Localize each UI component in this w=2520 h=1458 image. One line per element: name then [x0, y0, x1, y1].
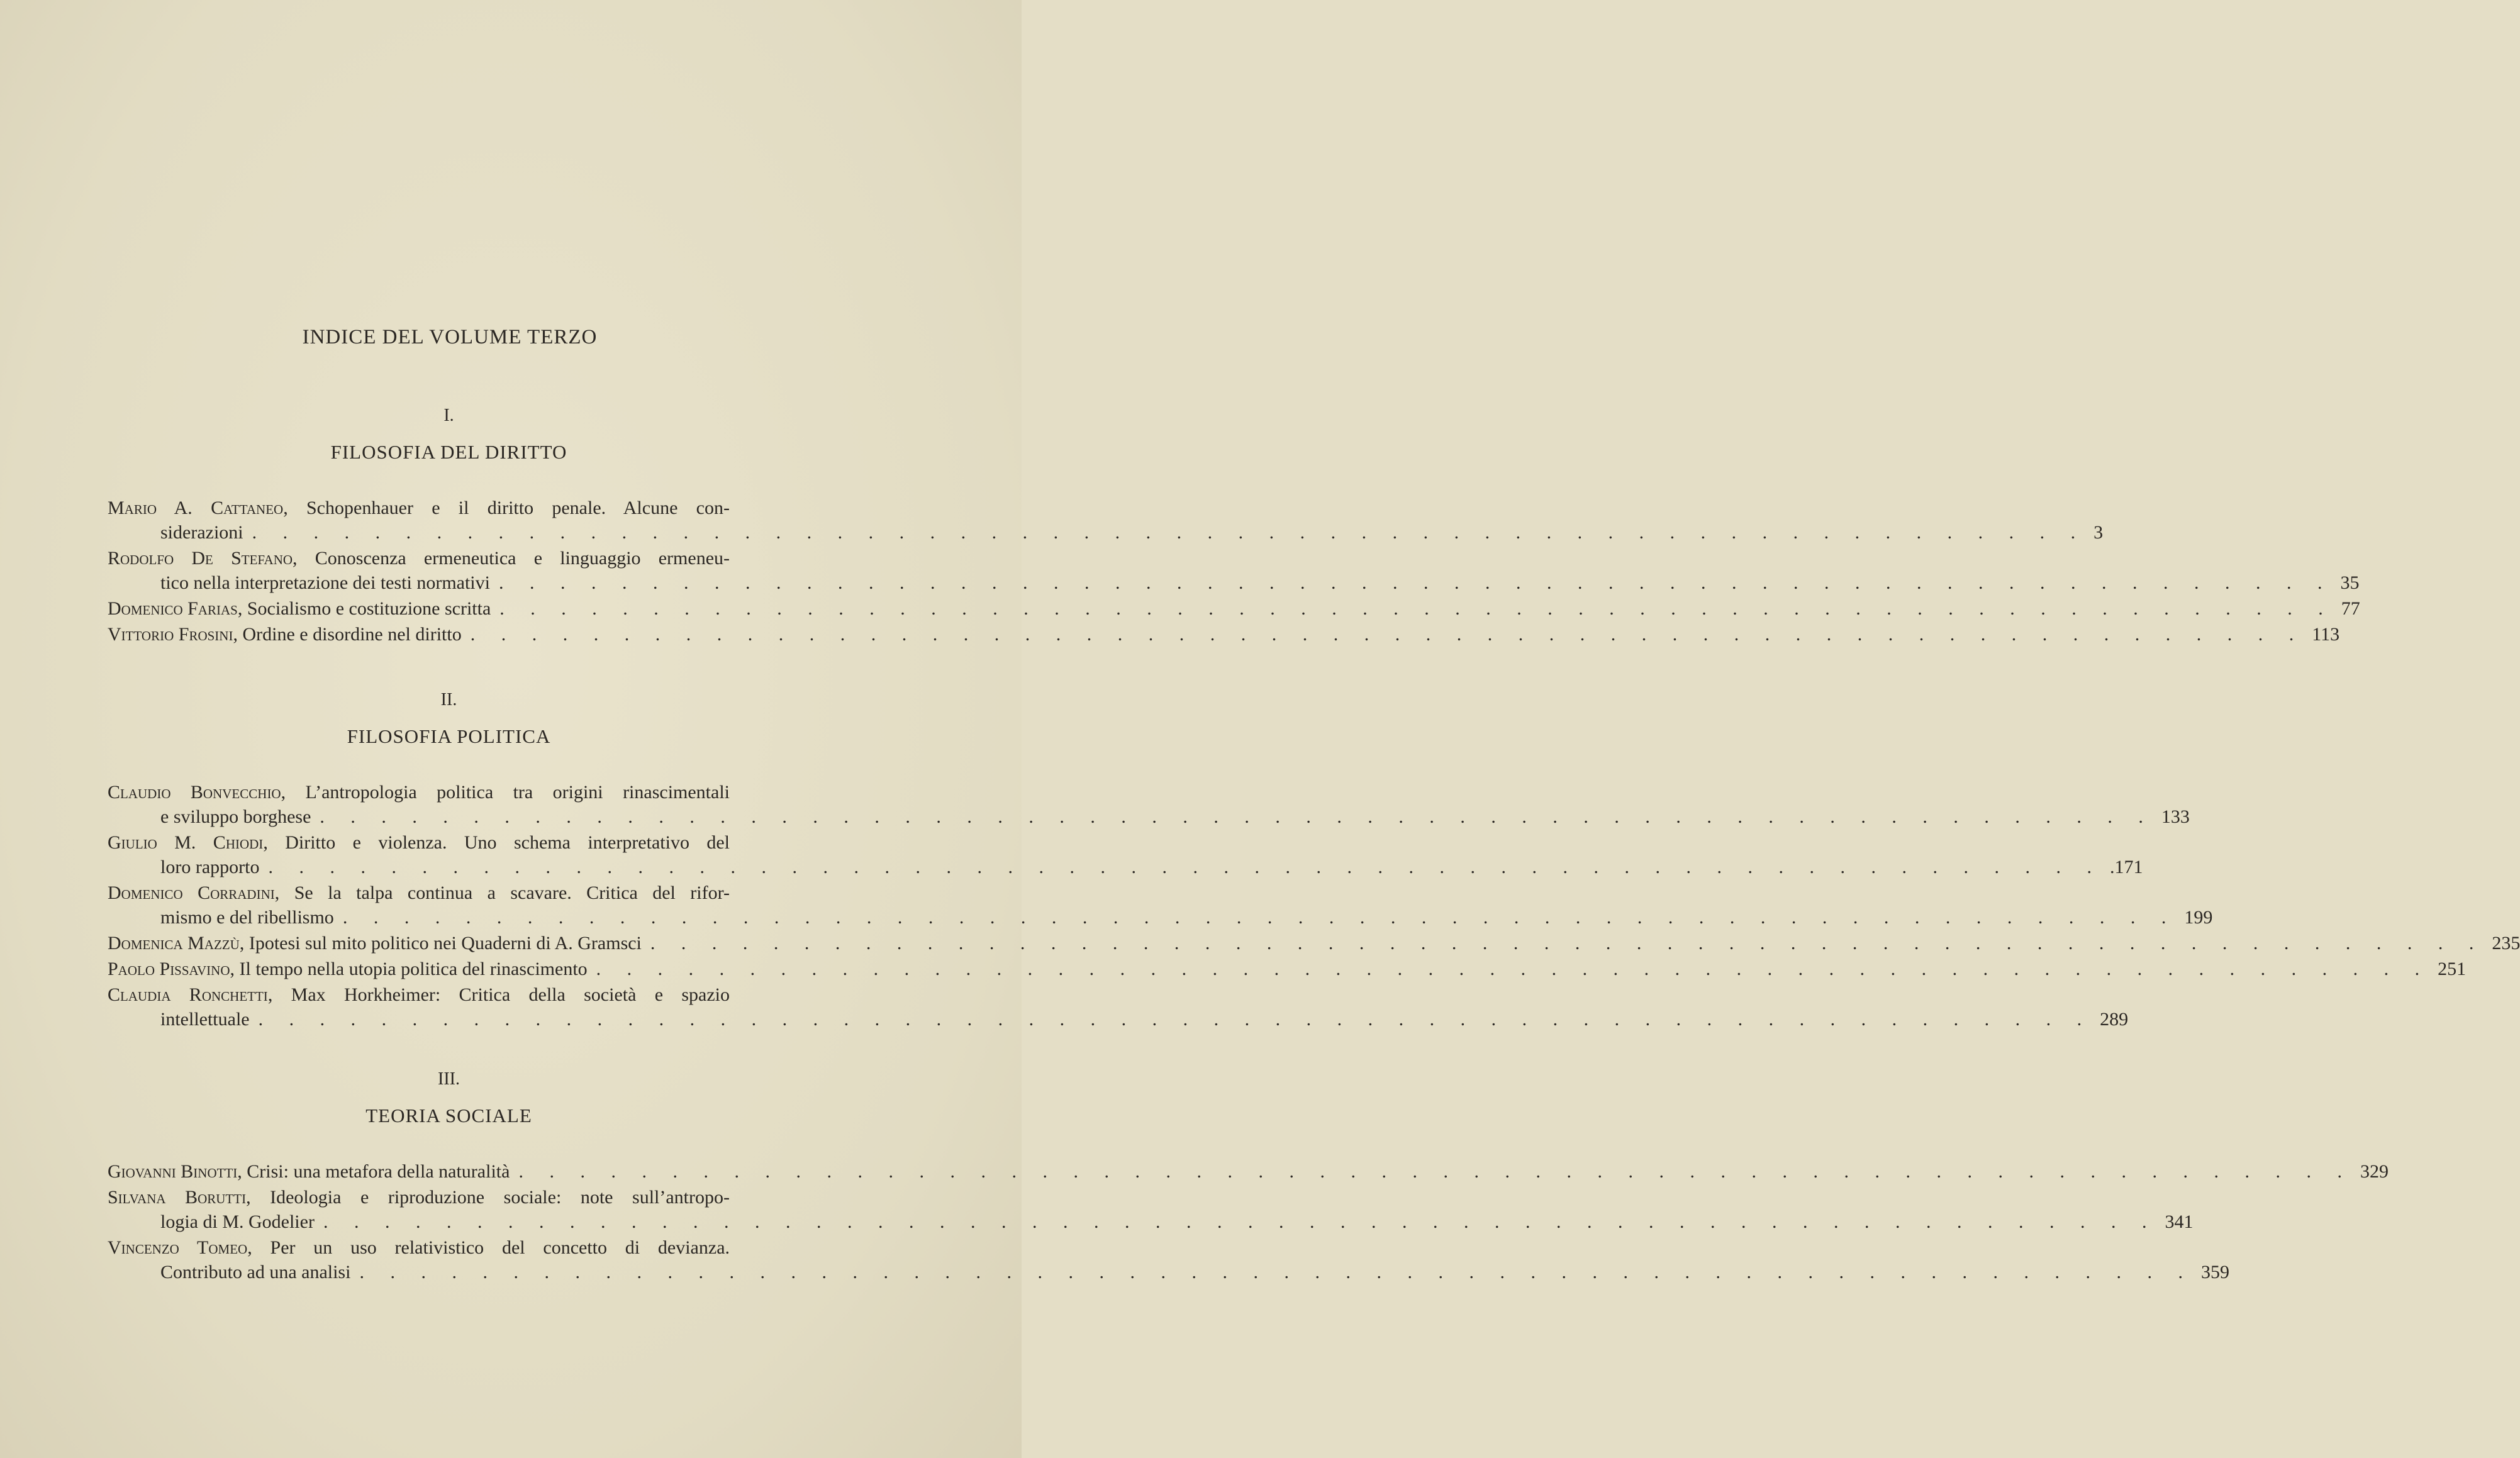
entry-text: Domenico Corradini, Se la talpa continua a scavare. Critica del rifor-: [108, 882, 730, 903]
entry-text: [160, 1260, 350, 1284]
entry-text: Claudio Bonvecchio, L’antropologia politica tra origini rinascimentali: [108, 782, 730, 803]
dot-leader: . . . . . . . . . . . . . . . . . . . . . . . . . . . . . . . . . . . . . . . . . . . . . . . . . . . . . . . . . . . .: [342, 907, 2177, 928]
entry-line: [108, 1160, 2389, 1184]
entry-text: [160, 1008, 250, 1032]
entry-author: Domenica Mazzù: [108, 933, 240, 954]
toc-entry: [108, 983, 2129, 1032]
entry-line: [108, 571, 2360, 596]
entry-title-text: Ordine e disordine nel diritto: [242, 624, 462, 645]
entry-author: Vincenzo Tomeo: [108, 1237, 248, 1258]
entry-text: Domenica Mazzù, Ipotesi sul mito politico nei Quaderni di A. Gramsci: [108, 933, 642, 954]
entry-author: Mario A. Cattaneo: [108, 498, 284, 518]
entry-line: [108, 983, 790, 1008]
entry-text: Silvana Borutti, Ideologia e riproduzione sociale: note sull’antropo-: [108, 1187, 730, 1208]
entry-line: [108, 1236, 790, 1260]
toc-entry: [108, 932, 2520, 956]
entry-text: Rodolfo De Stefano, Conoscenza ermeneutica e linguaggio ermeneu-: [108, 548, 730, 569]
entry-line: [108, 906, 2213, 930]
page-number: 77: [2341, 598, 2360, 619]
entry-title-text: Diritto e violenza. Uno schema interpretativo del: [285, 832, 730, 853]
toc-entry: [108, 1160, 2389, 1184]
entry-author: Paolo Pissavino: [108, 959, 230, 979]
section-filosofia-politica: [108, 690, 2520, 1033]
entry-text: [160, 855, 259, 879]
dot-leader: . . . . . . . . . . . . . . . . . . . . . . . . . . . . . . . . . . . . . . . . . . . . . . . . . . . . . . . . . . . .: [470, 624, 2305, 645]
section-heading: TEORIA SOCIALE: [365, 1105, 532, 1127]
section-number: II.: [440, 690, 457, 710]
entry-line: [108, 932, 2520, 956]
entry-text: Vincenzo Tomeo, Per un uso relativistico del concetto di devianza.: [108, 1237, 730, 1258]
entry-line: [108, 1008, 2129, 1032]
entry-title-text: loro rapporto: [160, 857, 260, 877]
entry-line: [108, 855, 2143, 880]
entry-title-text: Max Horkheimer: Critica della società e spazio: [291, 984, 730, 1005]
dot-leader: . . . . . . . . . . . . . . . . . . . . . . . . . . . . . . . . . . . . . . . . . . . . . . . . . . . . . . . . . . . .: [518, 1161, 2353, 1182]
toc-entry: [108, 881, 2213, 930]
toc-entry: [108, 623, 2340, 647]
entry-title-text: e sviluppo borghese: [160, 806, 311, 827]
dot-leader: . . . . . . . . . . . . . . . . . . . . . . . . . . . . . . . . . . . . . . . . . . . . . . . . . . . . . . . . . . . .: [252, 522, 2087, 543]
entry-text: Giovanni Binotti, Crisi: una metafora della naturalità: [108, 1161, 510, 1182]
page-number: 235: [2492, 933, 2520, 954]
dot-leader: . . . . . . . . . . . . . . . . . . . . . . . . . . . . . . . . . . . . . . . . . . . . . . . . . . . . . . . . . . . .: [320, 806, 2154, 827]
page-number: 359: [2200, 1262, 2229, 1283]
entry-title-text: Ideologia e riproduzione sociale: note sull’antropo-: [270, 1187, 730, 1208]
toc-entry: [108, 496, 2104, 545]
entry-line: [108, 957, 2467, 982]
entry-line: [108, 547, 790, 571]
entry-text: [160, 906, 334, 930]
entry-text: Vittorio Frosini, Ordine e disordine nel diritto: [108, 624, 462, 645]
entry-text: Giulio M. Chiodi, Diritto e violenza. Uno schema interpretativo del: [108, 832, 730, 853]
entry-author: Vittorio Frosini: [108, 624, 233, 645]
dot-leader: . . . . . . . . . . . . . . . . . . . . . . . . . . . . . . . . . . . . . . . . . . . . . . . . . . . . . . . . . . . .: [323, 1211, 2158, 1232]
entry-line: [108, 1260, 2229, 1285]
entry-text: [160, 805, 311, 829]
entry-author: Claudia Ronchetti: [108, 984, 268, 1005]
entry-text: Domenico Farias, Socialismo e costituzione scritta: [108, 598, 491, 619]
entry-title-text: tico nella interpretazione dei testi normativi: [160, 572, 490, 593]
entry-line: [108, 831, 790, 855]
toc-entry: [108, 781, 2190, 830]
toc-entry: [108, 547, 2360, 596]
entry-line: [108, 1186, 790, 1210]
dot-leader: . . . . . . . . . . . . . . . . . . . . . . . . . . . . . . . . . . . . . . . . . . . . . . . . . . . . . . . . . . . .: [650, 933, 2485, 954]
toc-entry: [108, 1236, 2229, 1285]
entry-author: Claudio Bonvecchio: [108, 782, 281, 803]
entry-title-text: Conoscenza ermeneutica e linguaggio ermeneu-: [315, 548, 730, 569]
page-number: 113: [2312, 624, 2340, 645]
page-number: 289: [2100, 1009, 2129, 1030]
entry-list: [108, 496, 2360, 647]
entry-title-text: intellettuale: [160, 1009, 250, 1030]
entry-line: [108, 881, 790, 906]
section-heading: FILOSOFIA DEL DIRITTO: [330, 441, 567, 463]
entry-line: [108, 623, 2340, 647]
page-number: .171: [2109, 857, 2143, 877]
toc-entry: [108, 597, 2360, 621]
entry-author: Rodolfo De Stefano: [108, 548, 293, 569]
entry-title-text: siderazioni: [160, 522, 243, 543]
entry-title-text: Contributo ad una analisi: [160, 1262, 351, 1283]
entry-title-text: Schopenhauer e il diritto penale. Alcune con-: [306, 498, 730, 518]
entry-title-text: Il tempo nella utopia politica del rinascimento: [239, 959, 588, 979]
dot-leader: . . . . . . . . . . . . . . . . . . . . . . . . . . . . . . . . . . . . . . . . . . . . . . . . . . . . . . . . . . . .: [596, 959, 2431, 979]
toc-entry: [108, 831, 2143, 880]
section-teoria-sociale: [108, 1069, 2389, 1286]
dot-leader: . . . . . . . . . . . . . . . . . . . . . . . . . . . . . . . . . . . . . . . . . . . . . . . . . . . . . . . . . . . .: [268, 857, 2102, 877]
entry-author: Domenico Farias: [108, 598, 238, 619]
entry-author: Giovanni Binotti: [108, 1161, 238, 1182]
page-number: 133: [2161, 806, 2190, 827]
dot-leader: . . . . . . . . . . . . . . . . . . . . . . . . . . . . . . . . . . . . . . . . . . . . . . . . . . . . . . . . . . . .: [258, 1009, 2093, 1030]
section-number: I.: [443, 406, 454, 425]
entry-line: [108, 1210, 2194, 1235]
page-number: 341: [2165, 1211, 2194, 1232]
entry-text: [160, 521, 243, 545]
dot-leader: . . . . . . . . . . . . . . . . . . . . . . . . . . . . . . . . . . . . . . . . . . . . . . . . . . . . . . . . . . . .: [499, 598, 2334, 619]
toc-entry: [108, 1186, 2194, 1235]
entry-title-text: Per un uso relativistico del concetto di devianza.: [270, 1237, 730, 1258]
entry-title-text: logia di M. Godelier: [160, 1211, 315, 1232]
entry-line: [108, 781, 790, 805]
entry-line: [108, 521, 2104, 545]
entry-line: [108, 597, 2360, 621]
entry-title-text: L’antropologia politica tra origini rinascimentali: [305, 782, 730, 803]
entry-title-text: Se la talpa continua a scavare. Critica del rifor-: [294, 882, 730, 903]
entry-title-text: Ipotesi sul mito politico nei Quaderni di A. Gramsci: [248, 933, 642, 954]
page-number: 3: [2093, 522, 2104, 543]
dot-leader: . . . . . . . . . . . . . . . . . . . . . . . . . . . . . . . . . . . . . . . . . . . . . . . . . . . . . . . . . . . .: [498, 572, 2333, 593]
entry-text: [160, 1210, 315, 1234]
entry-list: [108, 1160, 2389, 1285]
entry-author: Domenico Corradini: [108, 882, 275, 903]
entry-title-text: mismo e del ribellismo: [160, 907, 334, 928]
page-number: 329: [2360, 1161, 2389, 1182]
entry-title-text: Crisi: una metafora della naturalità: [247, 1161, 510, 1182]
page-number: 199: [2184, 907, 2213, 928]
entry-text: Claudia Ronchetti, Max Horkheimer: Critica della società e spazio: [108, 984, 730, 1005]
entry-author: Giulio M. Chiodi: [108, 832, 264, 853]
section-number: III.: [438, 1069, 460, 1089]
page-number: 251: [2438, 959, 2467, 979]
page-number: 35: [2340, 572, 2360, 593]
toc-entry: [108, 957, 2467, 982]
section-filosofia-del-diritto: [108, 406, 2360, 648]
entry-line: [108, 496, 790, 521]
entry-text: [160, 571, 490, 595]
section-heading: FILOSOFIA POLITICA: [347, 725, 551, 747]
dot-leader: . . . . . . . . . . . . . . . . . . . . . . . . . . . . . . . . . . . . . . . . . . . . . . . . . . . . . . . . . . . .: [359, 1262, 2194, 1283]
entry-title-text: Socialismo e costituzione scritta: [247, 598, 491, 619]
page-title: INDICE DEL VOLUME TERZO: [302, 326, 598, 348]
entry-line: [108, 805, 2190, 830]
entry-author: Silvana Borutti: [108, 1187, 247, 1208]
entry-text: Mario A. Cattaneo, Schopenhauer e il diritto penale. Alcune con-: [108, 498, 730, 518]
entry-text: Paolo Pissavino, Il tempo nella utopia politica del rinascimento: [108, 959, 588, 979]
entry-list: [108, 781, 2520, 1032]
